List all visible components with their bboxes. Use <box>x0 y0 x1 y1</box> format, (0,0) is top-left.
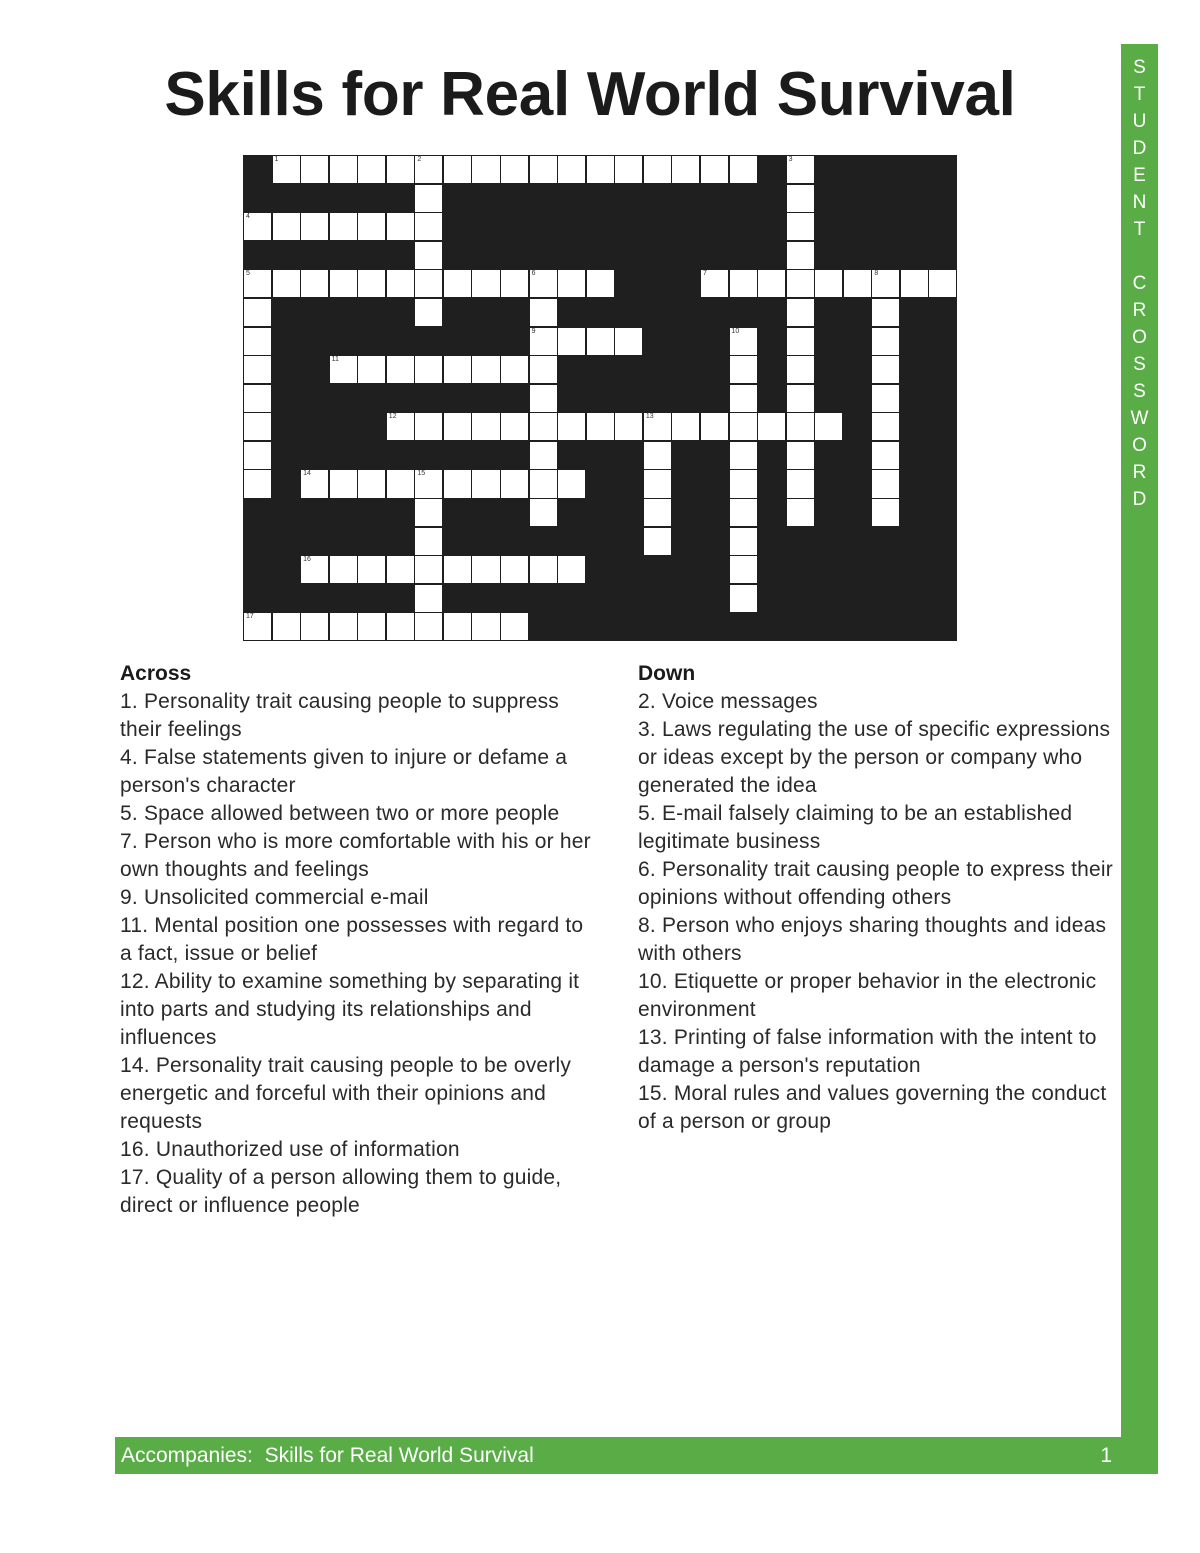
crossword-cell[interactable] <box>786 155 815 184</box>
down-clue-list <box>638 688 1118 1136</box>
crossword-cell[interactable] <box>300 155 329 184</box>
crossword-cell[interactable] <box>871 298 900 327</box>
crossword-cell[interactable] <box>329 555 358 584</box>
crossword-cell[interactable] <box>443 612 472 641</box>
crossword-cell[interactable] <box>471 355 500 384</box>
crossword-cell[interactable] <box>500 469 529 498</box>
crossword-cell[interactable] <box>414 498 443 527</box>
footer-text: Accompanies: Skills for Real World Survival <box>121 1444 534 1467</box>
across-clue: 12. Ability to examine something by separating it into parts and studying its relationships and influences <box>120 970 580 1049</box>
crossword-cell[interactable] <box>729 498 758 527</box>
cell-number: 13 <box>645 413 654 421</box>
crossword-cell[interactable] <box>529 384 558 413</box>
page-number: 1 <box>1100 1444 1112 1467</box>
side-label-letter: R <box>1132 300 1147 321</box>
down-clue: 8. Person who enjoys sharing thoughts and ideas with others <box>638 914 1107 965</box>
crossword-cell[interactable] <box>529 355 558 384</box>
page-title: Skills for Real World Survival <box>164 60 1016 129</box>
crossword-cell[interactable] <box>443 269 472 298</box>
crossword-cell[interactable] <box>471 412 500 441</box>
crossword-cell[interactable] <box>386 555 415 584</box>
crossword-cell[interactable] <box>500 155 529 184</box>
crossword-cell[interactable] <box>500 555 529 584</box>
crossword-cell[interactable] <box>414 527 443 556</box>
crossword-cell[interactable] <box>557 269 586 298</box>
crossword-cell[interactable] <box>871 469 900 498</box>
cell-number: 8 <box>874 270 879 278</box>
side-label <box>1121 54 1158 513</box>
crossword-cell[interactable] <box>871 384 900 413</box>
crossword-cell[interactable] <box>357 212 386 241</box>
crossword-cell[interactable] <box>786 269 815 298</box>
cell-number: 6 <box>531 270 536 278</box>
crossword-cell[interactable] <box>386 212 415 241</box>
crossword-cell[interactable] <box>614 155 643 184</box>
crossword-cell[interactable] <box>786 441 815 470</box>
crossword-cell[interactable] <box>557 555 586 584</box>
cell-number: 17 <box>246 613 254 621</box>
crossword-cell[interactable] <box>414 469 443 498</box>
crossword-cell[interactable] <box>329 612 358 641</box>
crossword-cell[interactable] <box>786 412 815 441</box>
cell-number: 2 <box>417 156 422 163</box>
cell-number: 10 <box>731 327 740 335</box>
crossword-cell[interactable] <box>786 469 815 498</box>
crossword-cell[interactable] <box>500 355 529 384</box>
crossword-cell[interactable] <box>500 612 529 641</box>
crossword-cell[interactable] <box>386 355 415 384</box>
crossword-cell[interactable] <box>614 327 643 356</box>
crossword-cell[interactable] <box>500 412 529 441</box>
crossword-cell[interactable] <box>243 327 272 356</box>
crossword-cell[interactable] <box>329 355 358 384</box>
crossword-cell[interactable] <box>243 441 272 470</box>
across-clue: 4. False statements given to injure or defame a person's character <box>120 746 568 797</box>
crossword-cell[interactable] <box>814 269 843 298</box>
cell-number: 3 <box>788 156 793 163</box>
crossword-cell[interactable] <box>357 469 386 498</box>
crossword-cell[interactable] <box>329 155 358 184</box>
side-label-letter: T <box>1133 84 1146 105</box>
side-label-letter: E <box>1133 165 1146 186</box>
crossword-cell[interactable] <box>386 469 415 498</box>
cell-number: 5 <box>246 270 250 278</box>
crossword-cell[interactable] <box>729 555 758 584</box>
crossword-cell[interactable] <box>329 469 358 498</box>
crossword-cell[interactable] <box>529 498 558 527</box>
down-clue: 13. Printing of false information with the intent to damage a person's reputation <box>638 1026 1097 1077</box>
crossword-cell[interactable] <box>329 212 358 241</box>
cell-number: 11 <box>331 356 339 364</box>
down-heading: Down <box>638 662 696 685</box>
crossword-cell[interactable] <box>386 269 415 298</box>
crossword-cell[interactable] <box>729 441 758 470</box>
crossword-cell[interactable] <box>300 469 329 498</box>
crossword-cell[interactable] <box>471 555 500 584</box>
crossword-cell[interactable] <box>357 555 386 584</box>
crossword-cell[interactable] <box>757 412 786 441</box>
across-clue: 16. Unauthorized use of information <box>120 1138 460 1161</box>
crossword-cell[interactable] <box>300 269 329 298</box>
crossword-cell[interactable] <box>557 412 586 441</box>
side-label-letter: U <box>1132 111 1147 132</box>
crossword-cell[interactable] <box>414 412 443 441</box>
crossword-cell[interactable] <box>729 412 758 441</box>
across-clue-list <box>120 688 600 1220</box>
cell-number: 4 <box>246 213 250 221</box>
crossword-cell[interactable] <box>729 327 758 356</box>
crossword-cell[interactable] <box>786 384 815 413</box>
side-label-letter: O <box>1132 435 1147 456</box>
crossword-cell[interactable] <box>557 469 586 498</box>
crossword-cell[interactable] <box>643 469 672 498</box>
crossword-cell[interactable] <box>443 355 472 384</box>
side-label-letter: T <box>1133 219 1146 240</box>
crossword-cell[interactable] <box>243 269 272 298</box>
across-heading: Across <box>120 662 192 685</box>
crossword-cell[interactable] <box>272 155 301 184</box>
side-label-letter: S <box>1133 57 1146 78</box>
crossword-cell[interactable] <box>928 269 957 298</box>
crossword-cell[interactable] <box>414 269 443 298</box>
down-clue: 15. Moral rules and values governing the conduct of a person or group <box>638 1082 1107 1133</box>
crossword-cell[interactable] <box>614 412 643 441</box>
crossword-cell[interactable] <box>471 612 500 641</box>
crossword-cell[interactable] <box>643 527 672 556</box>
cell-number: 12 <box>388 413 397 421</box>
down-clue: 3. Laws regulating the use of specific expressions or ideas except by the person or company who generated the idea <box>638 718 1111 797</box>
crossword-cell[interactable] <box>843 269 872 298</box>
crossword-cell[interactable] <box>414 298 443 327</box>
crossword-cell[interactable] <box>700 269 729 298</box>
crossword-cell[interactable] <box>414 241 443 270</box>
crossword-cell[interactable] <box>243 298 272 327</box>
down-clue: 2. Voice messages <box>638 690 818 713</box>
across-clue: 5. Space allowed between two or more people <box>120 802 560 825</box>
crossword-cell[interactable] <box>386 612 415 641</box>
crossword-cell[interactable] <box>871 498 900 527</box>
crossword-cell[interactable] <box>529 269 558 298</box>
cell-number: 1 <box>274 156 279 163</box>
crossword-cell[interactable] <box>300 212 329 241</box>
crossword-cell[interactable] <box>786 241 815 270</box>
across-clue: 11. Mental position one possesses with regard to a fact, issue or belief <box>120 914 584 965</box>
crossword-cell[interactable] <box>529 441 558 470</box>
crossword-cell[interactable] <box>786 355 815 384</box>
crossword-cell[interactable] <box>871 412 900 441</box>
crossword-cell[interactable] <box>414 212 443 241</box>
crossword-cell[interactable] <box>729 584 758 613</box>
crossword-cell[interactable] <box>786 298 815 327</box>
crossword-cell[interactable] <box>414 155 443 184</box>
across-clue: 1. Personality trait causing people to suppress their feelings <box>120 690 559 741</box>
crossword-cell[interactable] <box>243 384 272 413</box>
crossword-cell[interactable] <box>729 355 758 384</box>
crossword-cell[interactable] <box>471 469 500 498</box>
crossword-cell[interactable] <box>529 327 558 356</box>
side-label-letter <box>1121 243 1158 270</box>
crossword-cell[interactable] <box>643 441 672 470</box>
down-clues <box>638 660 1118 1136</box>
crossword-cell[interactable] <box>357 355 386 384</box>
crossword-cell[interactable] <box>300 612 329 641</box>
side-banner <box>1121 44 1158 1474</box>
crossword-cell[interactable] <box>272 212 301 241</box>
crossword-cell[interactable] <box>243 412 272 441</box>
crossword-cell[interactable] <box>729 527 758 556</box>
crossword-cell[interactable] <box>243 355 272 384</box>
crossword-cell[interactable] <box>443 155 472 184</box>
down-clue: 6. Personality trait causing people to express their opinions without offending others <box>638 858 1113 909</box>
crossword-cell[interactable] <box>786 212 815 241</box>
crossword-cell[interactable] <box>786 498 815 527</box>
side-label-letter: D <box>1132 138 1147 159</box>
crossword-cell[interactable] <box>529 298 558 327</box>
crossword-cell[interactable] <box>329 269 358 298</box>
side-label-letter: W <box>1130 408 1149 429</box>
side-label-letter: D <box>1132 489 1147 510</box>
crossword-cell[interactable] <box>414 612 443 641</box>
crossword-cell[interactable] <box>414 555 443 584</box>
crossword-cell[interactable] <box>700 412 729 441</box>
crossword-cell[interactable] <box>757 269 786 298</box>
crossword-cell[interactable] <box>471 269 500 298</box>
cell-number: 16 <box>303 556 311 564</box>
crossword-cell[interactable] <box>586 412 615 441</box>
side-label-letter: C <box>1132 273 1147 294</box>
cell-number: 15 <box>417 470 426 478</box>
crossword-cell[interactable] <box>586 269 615 298</box>
crossword-cell[interactable] <box>243 612 272 641</box>
crossword-cell[interactable] <box>871 327 900 356</box>
crossword-cell[interactable] <box>671 155 700 184</box>
cell-number: 7 <box>702 270 707 278</box>
crossword-cell[interactable] <box>471 155 500 184</box>
crossword-cell[interactable] <box>443 469 472 498</box>
across-clue: 9. Unsolicited commercial e-mail <box>120 886 429 909</box>
crossword-cell[interactable] <box>272 612 301 641</box>
crossword-cell[interactable] <box>643 155 672 184</box>
crossword-cell[interactable] <box>243 469 272 498</box>
footer-bar <box>115 1437 1158 1474</box>
crossword-cell[interactable] <box>414 584 443 613</box>
crossword-cell[interactable] <box>529 555 558 584</box>
crossword-cell[interactable] <box>871 355 900 384</box>
crossword-cell[interactable] <box>386 412 415 441</box>
crossword-cell[interactable] <box>386 155 415 184</box>
down-clue: 10. Etiquette or proper behavior in the electronic environment <box>638 970 1097 1021</box>
crossword-cell[interactable] <box>729 155 758 184</box>
crossword-cell[interactable] <box>529 412 558 441</box>
across-clues <box>120 660 600 1220</box>
crossword-cell[interactable] <box>414 355 443 384</box>
crossword-cell[interactable] <box>900 269 929 298</box>
crossword-cell[interactable] <box>871 441 900 470</box>
crossword-cell[interactable] <box>272 269 301 298</box>
crossword-cell[interactable] <box>500 269 529 298</box>
crossword-cell[interactable] <box>557 155 586 184</box>
crossword-cell[interactable] <box>529 155 558 184</box>
across-clue: 14. Personality trait causing people to be overly energetic and forceful with their opinions and requests <box>120 1054 572 1133</box>
side-label-letter: S <box>1133 381 1146 402</box>
crossword-cell[interactable] <box>529 469 558 498</box>
cell-number: 14 <box>303 470 311 478</box>
crossword-cells <box>243 155 957 641</box>
crossword-cell[interactable] <box>786 184 815 213</box>
crossword-cell[interactable] <box>357 612 386 641</box>
across-clue: 7. Person who is more comfortable with his or her own thoughts and feelings <box>120 830 591 881</box>
crossword-cell[interactable] <box>729 469 758 498</box>
crossword-cell[interactable] <box>557 327 586 356</box>
crossword-cell[interactable] <box>700 155 729 184</box>
crossword-cell[interactable] <box>786 327 815 356</box>
side-label-letter: S <box>1133 354 1146 375</box>
crossword-cell[interactable] <box>443 412 472 441</box>
crossword-cell[interactable] <box>443 555 472 584</box>
crossword-cell[interactable] <box>357 155 386 184</box>
side-label-letter: R <box>1132 462 1147 483</box>
crossword-cell[interactable] <box>586 327 615 356</box>
crossword-cell[interactable] <box>671 412 700 441</box>
side-label-letter: O <box>1132 327 1147 348</box>
crossword-cell[interactable] <box>643 498 672 527</box>
crossword-cell[interactable] <box>729 269 758 298</box>
crossword-cell[interactable] <box>243 212 272 241</box>
crossword-cell[interactable] <box>586 155 615 184</box>
crossword-cell[interactable] <box>414 184 443 213</box>
crossword-cell[interactable] <box>729 384 758 413</box>
side-label-letter: N <box>1132 192 1147 213</box>
crossword-grid <box>243 155 957 641</box>
cell-number: 9 <box>531 327 536 335</box>
crossword-cell[interactable] <box>300 555 329 584</box>
crossword-cell[interactable] <box>814 412 843 441</box>
crossword-cell[interactable] <box>871 269 900 298</box>
crossword-cell[interactable] <box>643 412 672 441</box>
crossword-cell[interactable] <box>357 269 386 298</box>
down-clue: 5. E-mail falsely claiming to be an established legitimate business <box>638 802 1073 853</box>
across-clue: 17. Quality of a person allowing them to guide, direct or influence people <box>120 1166 562 1217</box>
